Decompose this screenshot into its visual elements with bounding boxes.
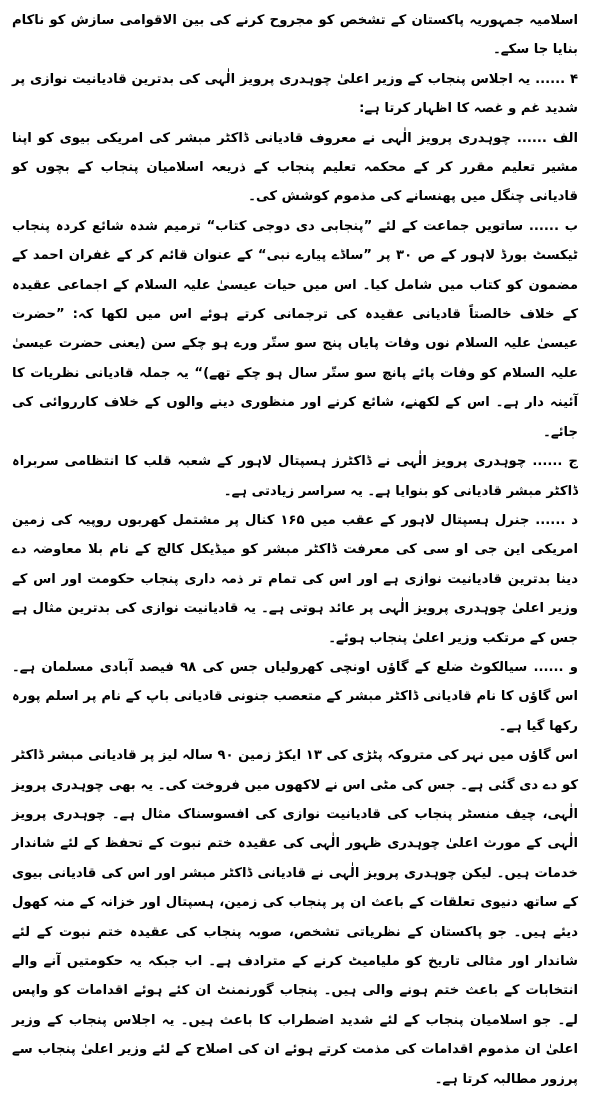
paragraph-item-jeem: ج ...... چوہدری پرویز الٰہی نے ڈاکٹرز ہسپتال لاہور کے شعبہ قلب کا انتظامی سربراہ ڈاکٹر مبشر قادیانی کو بنوایا ہے۔ یہ سراسر زیادتی ہے۔ (12, 454, 578, 499)
paragraph-item-wao: و ...... سیالکوٹ ضلع کے گاؤں اونچی کھرولیاں جس کی ۹۸ فیصد آبادی مسلمان ہے۔ اس گاؤں کا نام قادیانی ڈاکٹر مبشر کے متعصب جنونی قادیانی باپ کے نام پر اسلم پورہ رکھا گیا ہے۔ (12, 659, 578, 734)
paragraph-opening: اسلامیہ جمہوریہ پاکستان کے تشخص کو مجروح کرنے کی بین الاقوامی سازش کو ناکام بنایا جا سکے۔ (12, 13, 578, 58)
paragraph-item-dal: د ...... جنرل ہسپتال لاہور کے عقب میں ۱۶۵ کنال پر مشتمل کھربوں روپیہ کی زمین امریکی این جی او سی کی معرفت ڈاکٹر مبشر کو میڈیکل کالج کے نام بلا معاوضہ دے دینا بدترین قادیانیت نوازی ہے اور اس کی تمام تر ذمہ داری پنجاب حکومت اور اس کے وزیر اعلیٰ چوہدری پرویز الٰہی پر عائد ہوتی ہے۔ یہ قادیانیت نوازی کی بدترین مثال ہے جس کے مرتکب وزیر اعلیٰ پنجاب ہوئے۔ (12, 512, 578, 646)
paragraph-resolution-4: ۴ ...... یہ اجلاس پنجاب کے وزیر اعلیٰ چوہدری پرویز الٰہی کی بدترین قادیانیت نوازی پر شدید غم و غصہ کا اظہار کرتا ہے: (12, 71, 578, 117)
paragraph-closing: اس گاؤں میں نہر کی متروکہ پٹڑی کی ۱۳ ایکڑ زمین ۹۰ سالہ لیز پر قادیانی مبشر ڈاکٹر کو دے دی گئی ہے۔ جس کی مٹی اس نے لاکھوں میں فروخت کی۔ یہ بھی چوہدری پرویز الٰہی، چیف منسٹر پنجاب کی قادیانیت نوازی کی افسوسناک مثال ہے۔ چوہدری پرویز الٰہی کے مورث اعلیٰ چوہدری ظہور الٰہی کی عقیدہ ختم نبوت کے تحفظ کے لئے شاندار خدمات ہیں۔ لیکن چوہدری پرویز الٰہی نے قادیانی ڈاکٹر مبشر اور اس کی قادیانی بیوی کے ساتھ دنیوی تعلقات کے باعث ان پر پنجاب کی زمین، ہسپتال اور خزانہ کے منہ کھول دیئے ہیں۔ جو پاکستان کے نظریاتی تشخص، صوبہ پنجاب کی عقیدہ ختم نبوت کے لئے شاندار اور مثالی تاریخ کو ملیامیٹ کرنے کے مترادف ہے۔ اب جبکہ یہ حکومتیں آنے والے انتخابات کے باعث ختم ہونے والی ہیں۔ پنجاب گورنمنٹ ان کئے ہوئے اقدامات کو واپس لے۔ جو اسلامیان پنجاب کے لئے شدید اضطراب کا باعث ہیں۔ یہ اجلاس پنجاب کے وزیر اعلیٰ ان مذموم اقدامات کی مذمت کرتے ہوئے ان کی اصلاح کے لئے وزیر اعلیٰ پنجاب سے پرزور مطالبہ کرتا ہے۔ (12, 748, 578, 1087)
paragraph-item-bay: ب ...... ساتویں جماعت کے لئے ”پنجابی دی دوجی کتاب“ ترمیم شدہ شائع کردہ پنجاب ٹیکسٹ بورڈ لاہور کے ص ۳۰ پر ”ساڈے پیارے نبی“ کے عنوان قائم کر کے غفران احمد کے مضمون کو کتاب میں شامل کیا۔ اس میں حیات عیسیٰ علیہ السلام کے اجماعی عقیدہ کے خلاف خالصتاً قادیانی عقیدہ کی ترجمانی کرتے ہوئے اس میں لکھا کہ: ”حضرت عیسیٰ علیہ السلام نوں وفات پایاں پنج سو ستّر ورے ہو چکے سن (یعنی حضرت عیسیٰ علیہ السلام کو وفات پائے پانچ سو ستّر سال ہو چکے تھے)“ یہ جملہ قادیانی نظریات کا آئینہ دار ہے۔ اس کے لکھنے، شائع کرنے اور منظوری دینے والوں کے خلاف کارروائی کی جائے۔ (12, 218, 578, 440)
paragraph-item-alif: الف ...... چوہدری پرویز الٰہی نے معروف قادیانی ڈاکٹر مبشر کی امریکی بیوی کو اپنا مشیر تعلیم مقرر کر کے محکمہ تعلیم پنجاب کے ذریعہ اسلامیان پنجاب کے بچوں کو قادیانی چنگل میں پھنسانے کی مذموم کوشش کی۔ (12, 130, 578, 205)
